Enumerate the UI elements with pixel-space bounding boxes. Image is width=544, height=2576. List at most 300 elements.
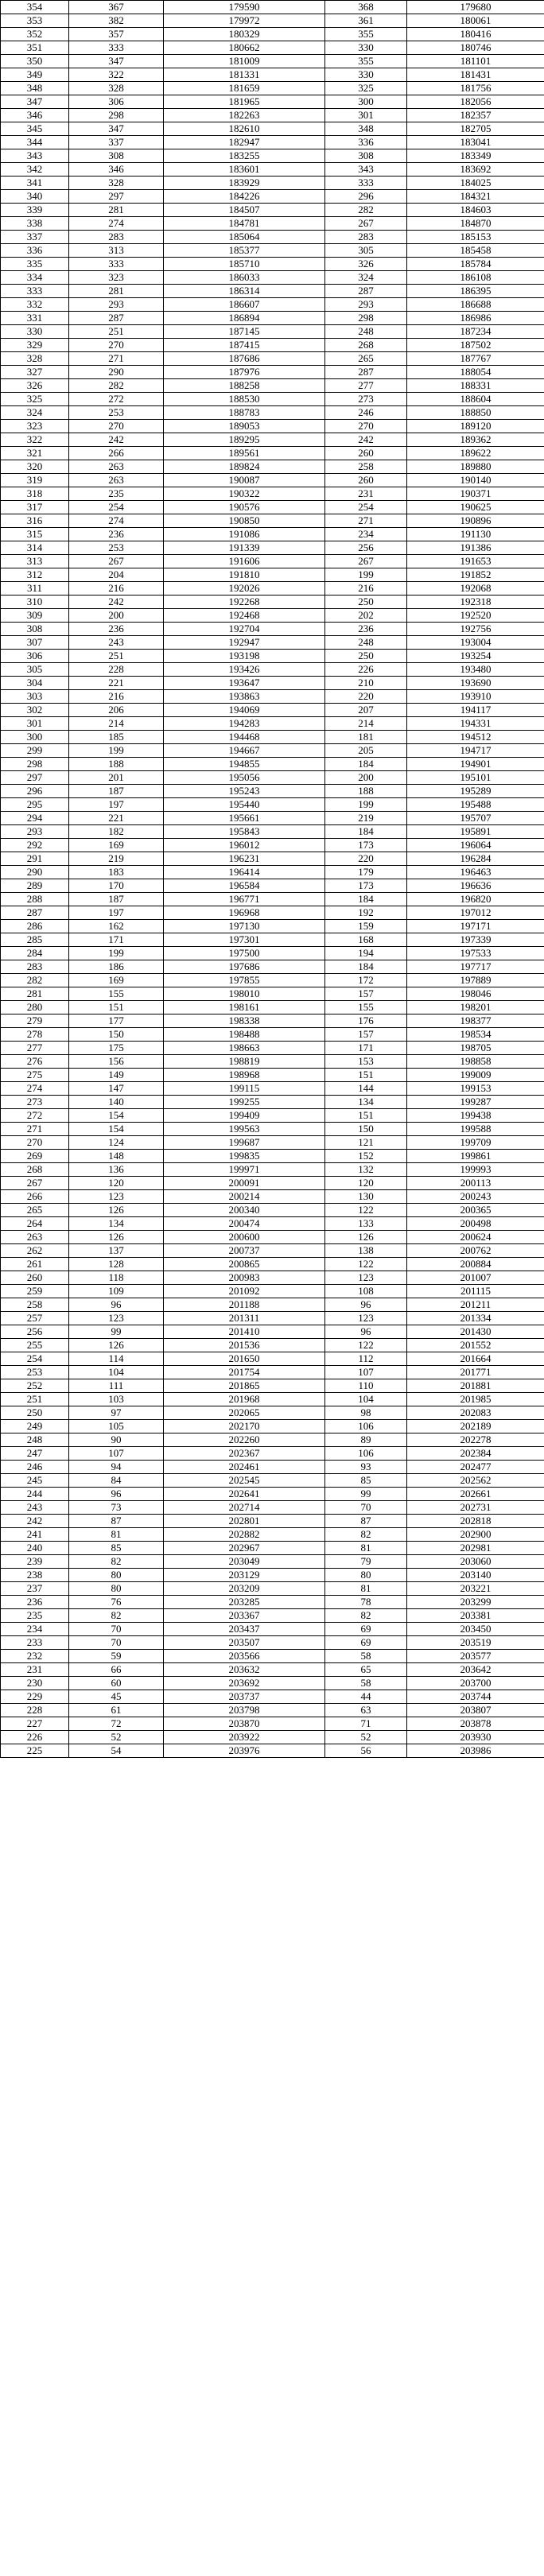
cumulative-b-cell: 188331 xyxy=(407,379,544,393)
count-a-cell: 118 xyxy=(69,1271,164,1285)
count-b-cell: 361 xyxy=(325,14,407,28)
score-cell: 241 xyxy=(1,1528,69,1542)
table-row xyxy=(1,1366,544,1379)
cumulative-a-cell: 184226 xyxy=(164,190,325,204)
score-cell: 335 xyxy=(1,258,69,271)
count-a-cell: 128 xyxy=(69,1258,164,1271)
score-cell: 258 xyxy=(1,1298,69,1312)
count-a-cell: 253 xyxy=(69,406,164,420)
cumulative-b-cell: 190140 xyxy=(407,474,544,487)
score-cell: 345 xyxy=(1,122,69,136)
cumulative-a-cell: 198968 xyxy=(164,1069,325,1082)
cumulative-a-cell: 201092 xyxy=(164,1285,325,1298)
table-row xyxy=(1,528,544,541)
cumulative-b-cell: 191852 xyxy=(407,568,544,582)
cumulative-a-cell: 195843 xyxy=(164,825,325,839)
cumulative-b-cell: 192520 xyxy=(407,609,544,623)
count-b-cell: 293 xyxy=(325,298,407,312)
score-cell: 283 xyxy=(1,960,69,974)
cumulative-a-cell: 189561 xyxy=(164,447,325,460)
cumulative-a-cell: 180662 xyxy=(164,41,325,55)
table-row xyxy=(1,204,544,217)
count-a-cell: 186 xyxy=(69,960,164,974)
count-a-cell: 197 xyxy=(69,798,164,812)
count-b-cell: 152 xyxy=(325,1150,407,1163)
table-row xyxy=(1,1609,544,1623)
count-a-cell: 253 xyxy=(69,541,164,555)
count-b-cell: 96 xyxy=(325,1298,407,1312)
cumulative-b-cell: 201985 xyxy=(407,1393,544,1406)
count-b-cell: 220 xyxy=(325,690,407,704)
count-a-cell: 228 xyxy=(69,663,164,677)
count-a-cell: 87 xyxy=(69,1515,164,1528)
cumulative-a-cell: 199835 xyxy=(164,1150,325,1163)
table-row xyxy=(1,1555,544,1569)
score-cell: 333 xyxy=(1,285,69,298)
cumulative-a-cell: 196012 xyxy=(164,839,325,852)
score-cell: 249 xyxy=(1,1420,69,1433)
count-b-cell: 271 xyxy=(325,514,407,528)
score-cell: 266 xyxy=(1,1190,69,1204)
cumulative-a-cell: 202260 xyxy=(164,1433,325,1447)
count-a-cell: 236 xyxy=(69,623,164,636)
table-row xyxy=(1,1244,544,1258)
cumulative-b-cell: 182357 xyxy=(407,109,544,122)
cumulative-a-cell: 203976 xyxy=(164,1744,325,1758)
cumulative-b-cell: 202278 xyxy=(407,1433,544,1447)
cumulative-b-cell: 198534 xyxy=(407,1028,544,1042)
score-cell: 254 xyxy=(1,1352,69,1366)
count-a-cell: 126 xyxy=(69,1204,164,1217)
score-cell: 282 xyxy=(1,974,69,987)
score-cell: 298 xyxy=(1,758,69,771)
count-b-cell: 287 xyxy=(325,285,407,298)
cumulative-a-cell: 180329 xyxy=(164,28,325,41)
cumulative-a-cell: 194667 xyxy=(164,744,325,758)
count-a-cell: 80 xyxy=(69,1582,164,1596)
score-cell: 353 xyxy=(1,14,69,28)
count-b-cell: 122 xyxy=(325,1339,407,1352)
table-row xyxy=(1,1650,544,1663)
cumulative-b-cell: 183349 xyxy=(407,149,544,163)
count-a-cell: 206 xyxy=(69,704,164,717)
table-row xyxy=(1,14,544,28)
cumulative-a-cell: 190850 xyxy=(164,514,325,528)
count-a-cell: 177 xyxy=(69,1014,164,1028)
count-b-cell: 159 xyxy=(325,920,407,933)
table-row xyxy=(1,163,544,177)
cumulative-b-cell: 184025 xyxy=(407,177,544,190)
count-a-cell: 111 xyxy=(69,1379,164,1393)
count-b-cell: 93 xyxy=(325,1461,407,1474)
score-cell: 337 xyxy=(1,231,69,244)
count-b-cell: 65 xyxy=(325,1663,407,1677)
score-cell: 297 xyxy=(1,771,69,785)
cumulative-b-cell: 193690 xyxy=(407,677,544,690)
table-row xyxy=(1,514,544,528)
table-row xyxy=(1,812,544,825)
table-row xyxy=(1,866,544,879)
table-row xyxy=(1,1582,544,1596)
count-a-cell: 61 xyxy=(69,1704,164,1717)
cumulative-a-cell: 183601 xyxy=(164,163,325,177)
score-cell: 280 xyxy=(1,1001,69,1014)
count-b-cell: 179 xyxy=(325,866,407,879)
count-b-cell: 133 xyxy=(325,1217,407,1231)
count-b-cell: 78 xyxy=(325,1596,407,1609)
score-cell: 271 xyxy=(1,1123,69,1136)
count-b-cell: 44 xyxy=(325,1690,407,1704)
cumulative-a-cell: 202714 xyxy=(164,1501,325,1515)
cumulative-b-cell: 197717 xyxy=(407,960,544,974)
count-a-cell: 281 xyxy=(69,285,164,298)
count-a-cell: 94 xyxy=(69,1461,164,1474)
count-a-cell: 70 xyxy=(69,1623,164,1636)
score-cell: 342 xyxy=(1,163,69,177)
count-b-cell: 194 xyxy=(325,947,407,960)
score-cell: 338 xyxy=(1,217,69,231)
cumulative-b-cell: 202384 xyxy=(407,1447,544,1461)
count-a-cell: 151 xyxy=(69,1001,164,1014)
count-a-cell: 263 xyxy=(69,460,164,474)
score-cell: 330 xyxy=(1,325,69,339)
count-b-cell: 134 xyxy=(325,1096,407,1109)
table-row xyxy=(1,1258,544,1271)
cumulative-b-cell: 185458 xyxy=(407,244,544,258)
score-cell: 255 xyxy=(1,1339,69,1352)
cumulative-b-cell: 186395 xyxy=(407,285,544,298)
count-a-cell: 254 xyxy=(69,501,164,514)
score-cell: 240 xyxy=(1,1542,69,1555)
count-b-cell: 98 xyxy=(325,1406,407,1420)
count-b-cell: 256 xyxy=(325,541,407,555)
cumulative-a-cell: 201410 xyxy=(164,1325,325,1339)
cumulative-a-cell: 200214 xyxy=(164,1190,325,1204)
count-a-cell: 200 xyxy=(69,609,164,623)
score-cell: 274 xyxy=(1,1082,69,1096)
score-cell: 252 xyxy=(1,1379,69,1393)
count-a-cell: 96 xyxy=(69,1298,164,1312)
count-a-cell: 120 xyxy=(69,1177,164,1190)
cumulative-b-cell: 192068 xyxy=(407,582,544,596)
cumulative-b-cell: 203700 xyxy=(407,1677,544,1690)
score-cell: 309 xyxy=(1,609,69,623)
cumulative-a-cell: 198819 xyxy=(164,1055,325,1069)
count-b-cell: 138 xyxy=(325,1244,407,1258)
score-cell: 299 xyxy=(1,744,69,758)
count-b-cell: 87 xyxy=(325,1515,407,1528)
cumulative-b-cell: 185784 xyxy=(407,258,544,271)
score-cell: 227 xyxy=(1,1717,69,1731)
table-row xyxy=(1,1690,544,1704)
cumulative-b-cell: 189880 xyxy=(407,460,544,474)
count-a-cell: 199 xyxy=(69,947,164,960)
score-cell: 301 xyxy=(1,717,69,731)
table-row xyxy=(1,41,544,55)
count-a-cell: 313 xyxy=(69,244,164,258)
table-row xyxy=(1,1217,544,1231)
score-cell: 332 xyxy=(1,298,69,312)
cumulative-b-cell: 188604 xyxy=(407,393,544,406)
score-cell: 290 xyxy=(1,866,69,879)
table-row xyxy=(1,650,544,663)
cumulative-a-cell: 196414 xyxy=(164,866,325,879)
score-cell: 260 xyxy=(1,1271,69,1285)
count-b-cell: 216 xyxy=(325,582,407,596)
cumulative-a-cell: 196584 xyxy=(164,879,325,893)
table-row xyxy=(1,568,544,582)
count-b-cell: 58 xyxy=(325,1650,407,1663)
score-cell: 349 xyxy=(1,68,69,82)
cumulative-a-cell: 200737 xyxy=(164,1244,325,1258)
score-cell: 319 xyxy=(1,474,69,487)
count-a-cell: 171 xyxy=(69,933,164,947)
table-row xyxy=(1,879,544,893)
cumulative-b-cell: 201771 xyxy=(407,1366,544,1379)
cumulative-a-cell: 202967 xyxy=(164,1542,325,1555)
count-b-cell: 81 xyxy=(325,1542,407,1555)
table-row xyxy=(1,1190,544,1204)
cumulative-a-cell: 198010 xyxy=(164,987,325,1001)
count-a-cell: 297 xyxy=(69,190,164,204)
cumulative-b-cell: 183692 xyxy=(407,163,544,177)
cumulative-b-cell: 199009 xyxy=(407,1069,544,1082)
cumulative-b-cell: 199861 xyxy=(407,1150,544,1163)
cumulative-a-cell: 201968 xyxy=(164,1393,325,1406)
count-b-cell: 188 xyxy=(325,785,407,798)
table-row xyxy=(1,1528,544,1542)
count-a-cell: 82 xyxy=(69,1609,164,1623)
count-a-cell: 73 xyxy=(69,1501,164,1515)
cumulative-a-cell: 181009 xyxy=(164,55,325,68)
table-row xyxy=(1,663,544,677)
cumulative-b-cell: 201334 xyxy=(407,1312,544,1325)
count-b-cell: 110 xyxy=(325,1379,407,1393)
score-cell: 263 xyxy=(1,1231,69,1244)
score-cell: 354 xyxy=(1,1,69,14)
count-b-cell: 270 xyxy=(325,420,407,433)
count-a-cell: 188 xyxy=(69,758,164,771)
count-a-cell: 97 xyxy=(69,1406,164,1420)
cumulative-a-cell: 192468 xyxy=(164,609,325,623)
cumulative-b-cell: 196064 xyxy=(407,839,544,852)
table-row xyxy=(1,677,544,690)
count-a-cell: 107 xyxy=(69,1447,164,1461)
count-b-cell: 267 xyxy=(325,217,407,231)
count-b-cell: 210 xyxy=(325,677,407,690)
table-row xyxy=(1,393,544,406)
count-b-cell: 214 xyxy=(325,717,407,731)
table-row xyxy=(1,1352,544,1366)
score-cell: 352 xyxy=(1,28,69,41)
cumulative-b-cell: 197533 xyxy=(407,947,544,960)
table-row xyxy=(1,704,544,717)
count-b-cell: 220 xyxy=(325,852,407,866)
cumulative-b-cell: 198705 xyxy=(407,1042,544,1055)
cumulative-b-cell: 194717 xyxy=(407,744,544,758)
count-b-cell: 120 xyxy=(325,1177,407,1190)
count-b-cell: 308 xyxy=(325,149,407,163)
table-row xyxy=(1,1339,544,1352)
table-row xyxy=(1,487,544,501)
cumulative-b-cell: 203519 xyxy=(407,1636,544,1650)
count-a-cell: 242 xyxy=(69,433,164,447)
count-a-cell: 90 xyxy=(69,1433,164,1447)
count-a-cell: 76 xyxy=(69,1596,164,1609)
score-cell: 275 xyxy=(1,1069,69,1082)
cumulative-b-cell: 186108 xyxy=(407,271,544,285)
table-row xyxy=(1,717,544,731)
table-row xyxy=(1,1406,544,1420)
count-a-cell: 270 xyxy=(69,339,164,352)
cumulative-a-cell: 193198 xyxy=(164,650,325,663)
count-b-cell: 301 xyxy=(325,109,407,122)
cumulative-a-cell: 191086 xyxy=(164,528,325,541)
score-cell: 315 xyxy=(1,528,69,541)
count-a-cell: 322 xyxy=(69,68,164,82)
table-row xyxy=(1,839,544,852)
count-a-cell: 123 xyxy=(69,1312,164,1325)
cumulative-b-cell: 196820 xyxy=(407,893,544,906)
score-cell: 272 xyxy=(1,1109,69,1123)
score-cell: 334 xyxy=(1,271,69,285)
cumulative-a-cell: 202065 xyxy=(164,1406,325,1420)
count-a-cell: 187 xyxy=(69,893,164,906)
cumulative-b-cell: 194901 xyxy=(407,758,544,771)
table-row xyxy=(1,1055,544,1069)
score-cell: 318 xyxy=(1,487,69,501)
count-b-cell: 267 xyxy=(325,555,407,568)
cumulative-a-cell: 198338 xyxy=(164,1014,325,1028)
cumulative-b-cell: 201430 xyxy=(407,1325,544,1339)
count-a-cell: 109 xyxy=(69,1285,164,1298)
cumulative-b-cell: 202661 xyxy=(407,1488,544,1501)
count-b-cell: 226 xyxy=(325,663,407,677)
count-b-cell: 260 xyxy=(325,474,407,487)
table-row xyxy=(1,1312,544,1325)
count-b-cell: 254 xyxy=(325,501,407,514)
count-a-cell: 149 xyxy=(69,1069,164,1082)
count-b-cell: 69 xyxy=(325,1623,407,1636)
count-b-cell: 157 xyxy=(325,1028,407,1042)
cumulative-a-cell: 193863 xyxy=(164,690,325,704)
count-a-cell: 182 xyxy=(69,825,164,839)
score-cell: 264 xyxy=(1,1217,69,1231)
cumulative-a-cell: 203367 xyxy=(164,1609,325,1623)
count-b-cell: 122 xyxy=(325,1204,407,1217)
cumulative-b-cell: 203221 xyxy=(407,1582,544,1596)
cumulative-a-cell: 203737 xyxy=(164,1690,325,1704)
score-cell: 307 xyxy=(1,636,69,650)
table-row xyxy=(1,1163,544,1177)
count-a-cell: 114 xyxy=(69,1352,164,1366)
table-row xyxy=(1,771,544,785)
cumulative-b-cell: 196636 xyxy=(407,879,544,893)
count-b-cell: 348 xyxy=(325,122,407,136)
cumulative-b-cell: 193910 xyxy=(407,690,544,704)
score-cell: 339 xyxy=(1,204,69,217)
count-b-cell: 368 xyxy=(325,1,407,14)
count-b-cell: 130 xyxy=(325,1190,407,1204)
count-a-cell: 328 xyxy=(69,82,164,95)
count-b-cell: 333 xyxy=(325,177,407,190)
cumulative-a-cell: 195243 xyxy=(164,785,325,798)
table-row xyxy=(1,312,544,325)
table-row xyxy=(1,1298,544,1312)
count-b-cell: 205 xyxy=(325,744,407,758)
score-cell: 270 xyxy=(1,1136,69,1150)
count-a-cell: 197 xyxy=(69,906,164,920)
score-cell: 231 xyxy=(1,1663,69,1677)
score-cell: 322 xyxy=(1,433,69,447)
count-a-cell: 221 xyxy=(69,812,164,825)
table-row xyxy=(1,960,544,974)
count-b-cell: 250 xyxy=(325,596,407,609)
cumulative-a-cell: 200600 xyxy=(164,1231,325,1244)
cumulative-b-cell: 199709 xyxy=(407,1136,544,1150)
table-row xyxy=(1,541,544,555)
count-b-cell: 355 xyxy=(325,28,407,41)
count-b-cell: 96 xyxy=(325,1325,407,1339)
score-cell: 312 xyxy=(1,568,69,582)
table-row xyxy=(1,68,544,82)
cumulative-b-cell: 202562 xyxy=(407,1474,544,1488)
cumulative-a-cell: 200983 xyxy=(164,1271,325,1285)
score-cell: 262 xyxy=(1,1244,69,1258)
score-cell: 244 xyxy=(1,1488,69,1501)
count-a-cell: 271 xyxy=(69,352,164,366)
cumulative-b-cell: 196463 xyxy=(407,866,544,879)
count-a-cell: 147 xyxy=(69,1082,164,1096)
score-cell: 306 xyxy=(1,650,69,663)
cumulative-a-cell: 193647 xyxy=(164,677,325,690)
count-a-cell: 337 xyxy=(69,136,164,149)
count-a-cell: 333 xyxy=(69,41,164,55)
count-b-cell: 207 xyxy=(325,704,407,717)
cumulative-b-cell: 180746 xyxy=(407,41,544,55)
cumulative-b-cell: 179680 xyxy=(407,1,544,14)
table-row xyxy=(1,1379,544,1393)
count-b-cell: 184 xyxy=(325,825,407,839)
count-a-cell: 124 xyxy=(69,1136,164,1150)
score-cell: 246 xyxy=(1,1461,69,1474)
count-b-cell: 184 xyxy=(325,758,407,771)
score-cell: 242 xyxy=(1,1515,69,1528)
count-b-cell: 184 xyxy=(325,960,407,974)
count-a-cell: 274 xyxy=(69,514,164,528)
cumulative-a-cell: 203632 xyxy=(164,1663,325,1677)
score-cell: 229 xyxy=(1,1690,69,1704)
cumulative-a-cell: 203692 xyxy=(164,1677,325,1690)
table-row xyxy=(1,1123,544,1136)
cumulative-b-cell: 200113 xyxy=(407,1177,544,1190)
cumulative-b-cell: 203744 xyxy=(407,1690,544,1704)
cumulative-b-cell: 201007 xyxy=(407,1271,544,1285)
cumulative-a-cell: 201311 xyxy=(164,1312,325,1325)
table-row xyxy=(1,920,544,933)
score-cell: 257 xyxy=(1,1312,69,1325)
count-b-cell: 144 xyxy=(325,1082,407,1096)
cumulative-b-cell: 200243 xyxy=(407,1190,544,1204)
cumulative-a-cell: 179972 xyxy=(164,14,325,28)
count-a-cell: 154 xyxy=(69,1123,164,1136)
score-cell: 320 xyxy=(1,460,69,474)
cumulative-b-cell: 197889 xyxy=(407,974,544,987)
count-a-cell: 346 xyxy=(69,163,164,177)
count-a-cell: 251 xyxy=(69,650,164,663)
cumulative-a-cell: 203129 xyxy=(164,1569,325,1582)
count-a-cell: 136 xyxy=(69,1163,164,1177)
